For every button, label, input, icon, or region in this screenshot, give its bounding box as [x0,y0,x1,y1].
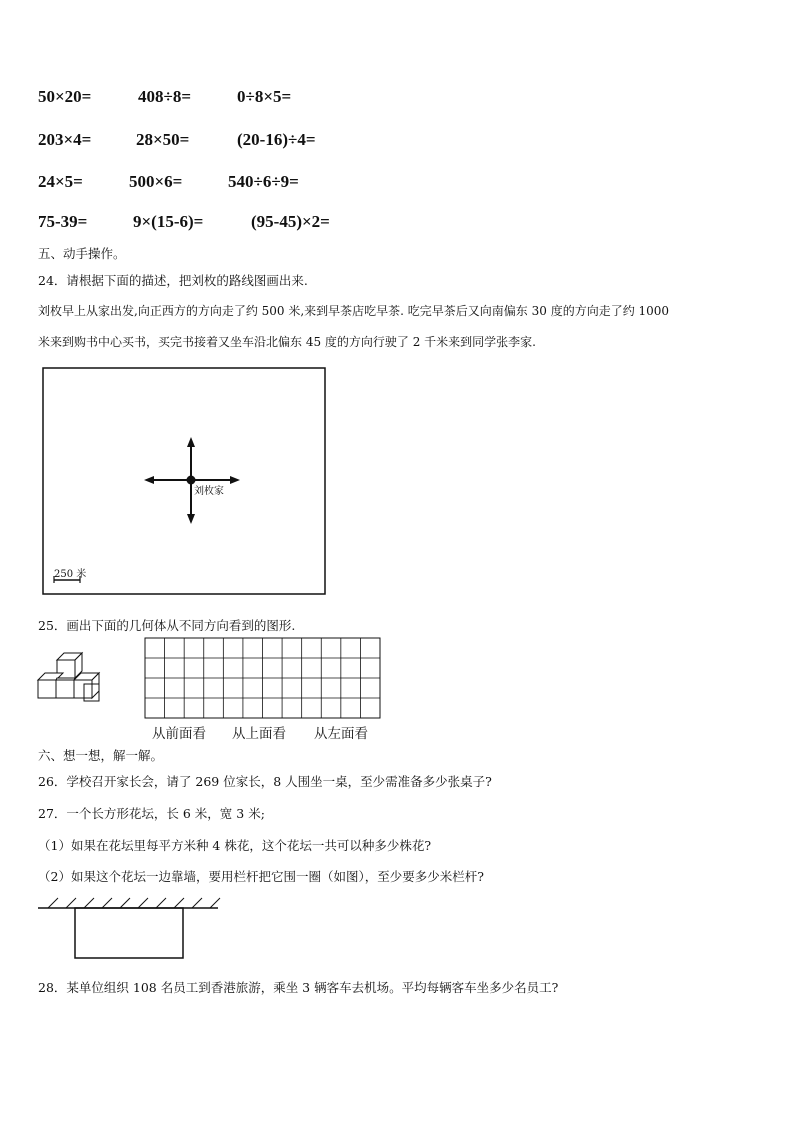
q26: 26．学校召开家长会，请了 269 位家长，8 人围坐一桌，至少需准备多少张桌子? [38,774,492,789]
hatch-mark [174,898,184,908]
map-scale-label: 250 米 [54,569,87,580]
view-label-left: 从左面看 [314,726,368,742]
map-home-label: 刘枚家 [194,486,224,497]
calc-4-2: 9×(15-6)= [133,212,204,231]
hatch-mark [48,898,58,908]
hatch-mark [138,898,148,908]
q25-title: 25．画出下面的几何体从不同方向看到的图形. [38,618,296,633]
view-label-top: 从上面看 [232,726,286,742]
calc-3-3: 540÷6÷9= [228,172,299,191]
section6-heading: 六、想一想，解一解。 [38,748,164,763]
hatch-mark [102,898,112,908]
wall-hatching [48,898,220,908]
calc-1-2: 408÷8= [138,87,192,106]
view-label-front: 从前面看 [152,726,206,742]
q24-title: 24．请根据下面的描述，把刘枚的路线图画出来. [38,273,308,288]
hatch-mark [120,898,130,908]
section5-heading: 五、动手操作。 [38,246,126,261]
north-arrow-icon [187,437,195,447]
hatch-mark [66,898,76,908]
q24-line1: 刘枚早上从家出发,向正西方的方向走了约 500 米,来到早茶店吃早茶. 吃完早茶后又向南偏东 30 度的方向走了约 1000 [38,304,670,318]
calc-2-2: 28×50= [136,130,190,149]
calc-1-1: 50×20= [38,87,92,106]
cube-solid-figure [38,653,99,701]
hatch-mark [210,898,220,908]
calc-2-3: (20-16)÷4= [237,130,316,149]
calc-4-1: 75-39= [38,212,88,231]
calc-1-3: 0÷8×5= [237,87,292,106]
q27-part2: （2）如果这个花坛一边靠墙，要用栏杆把它围一圈（如图），至少要多少米栏杆? [38,869,484,884]
q27-part1: （1）如果在花坛里每平方米种 4 株花，这个花坛一共可以种多少株花? [38,838,432,853]
south-arrow-icon [187,514,195,524]
flowerbed-rectangle [75,908,183,958]
calc-3-2: 500×6= [129,172,183,191]
hatch-mark [84,898,94,908]
calc-4-3: (95-45)×2= [251,212,330,231]
hatch-mark [156,898,166,908]
q24-line2: 米来到购书中心买书，买完书接着又坐车沿北偏东 45 度的方向行驶了 2 千米来到同学张李家. [38,335,536,349]
q27: 27．一个长方形花坛，长 6 米，宽 3 米; [38,806,265,821]
q28: 28．某单位组织 108 名员工到香港旅游，乘坐 3 辆客车去机场。平均每辆客车坐多少名员工? [38,980,559,995]
east-arrow-icon [230,476,240,484]
west-arrow-icon [144,476,154,484]
hatch-mark [192,898,202,908]
calc-2-1: 203×4= [38,130,92,149]
calc-3-1: 24×5= [38,172,83,191]
